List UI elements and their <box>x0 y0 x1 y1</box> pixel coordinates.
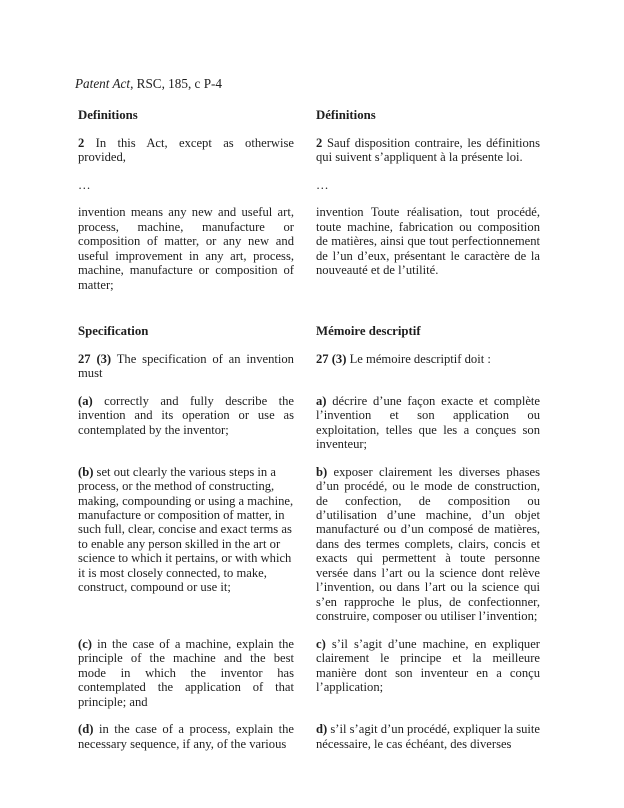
invention-definition-fr-text: invention Toute réalisation, tout procédé, toute machine, fabrication ou composition de matières, ainsi que tout perfectionnement de l’un d’eux, présentant le caractère de la nouveauté et de l’utilité. <box>316 205 540 278</box>
definitions-intro-fr-text: Sauf disposition contraire, les définitions qui suivent s’appliquent à la présente loi. <box>316 135 540 165</box>
ellipsis-row <box>78 178 546 192</box>
invention-definition-en-text: invention means any new and useful art, process, machine, manufacture or composition of matter, or any new and useful improvement in any art, process, machine, manufacture or composition of matter; <box>78 205 294 292</box>
clause-b-en <box>78 465 294 624</box>
clause-a-en <box>78 394 294 452</box>
definitions-heading-fr: Définitions <box>316 108 376 123</box>
clause-a-fr-text: décrire d’une façon exacte et complète l’invention et son application ou exploitation, telles que les a conçues son inventeur; <box>316 393 540 452</box>
definitions-intro-en <box>78 136 294 165</box>
definitions-intro-fr-lead: 2 <box>316 135 323 150</box>
clause-d-en-lead: (d) <box>78 722 94 737</box>
specification-intro-en-lead: 27 (3) <box>78 351 112 366</box>
specification-intro-en-text: The specification of an invention must <box>78 351 294 381</box>
specification-heading-en: Specification <box>78 324 149 339</box>
specification-intro-fr-lead: 27 (3) <box>316 351 347 366</box>
clause-d-fr <box>316 722 540 751</box>
ellipsis-en-text: … <box>78 177 91 192</box>
clause-b-fr-lead: b) <box>316 464 328 479</box>
clause-a-en-lead: (a) <box>78 393 93 408</box>
clause-d-fr-text: s’il s’agit d’un procédé, expliquer la suite nécessaire, le cas échéant, des diverses <box>316 722 540 751</box>
bilingual-columns <box>78 108 546 751</box>
definitions-intro-fr <box>316 136 540 165</box>
clause-b-en-text: set out clearly the various steps in a process, or the method of constructing, making, compounding or using a machine, manufacture or composition of matter, in such full, clear, concise and exact terms as to enable any person skilled in the art or science to which it pertains, or with which it is most closely connected, to make, construct, compound or use it; <box>78 464 294 595</box>
specification-intro-row <box>78 352 546 381</box>
definitions-heading-en: Definitions <box>78 108 138 123</box>
definitions-heading-row <box>78 108 546 123</box>
clause-a-en-text: correctly and fully describe the invention and its operation or use as contemplated by the inventor; <box>78 393 294 437</box>
clause-b-fr <box>316 465 540 624</box>
clause-c-fr-lead: c) <box>316 636 326 651</box>
clause-b-row <box>78 465 546 624</box>
clause-c-en-lead: (c) <box>78 636 92 651</box>
clause-d-row <box>78 722 546 751</box>
clause-d-en <box>78 722 294 751</box>
definitions-intro-en-lead: 2 <box>78 135 85 150</box>
specification-intro-en <box>78 352 294 381</box>
clause-c-en <box>78 637 294 709</box>
clause-b-en-lead: (b) <box>78 464 94 479</box>
clause-a-row <box>78 394 546 452</box>
specification-intro-fr-text: Le mémoire descriptif doit : <box>346 351 491 366</box>
invention-definition-fr <box>316 205 540 292</box>
invention-definition-en <box>78 205 294 292</box>
definitions-intro-en-text: In this Act, except as otherwise provided, <box>78 135 294 165</box>
clause-d-en-text: in the case of a process, explain the necessary sequence, if any, of the various <box>78 722 294 751</box>
clause-c-fr-text: s’il s’agit d’une machine, en expliquer clairement le principe et la meilleure manière dont son inventeur en a conçu l’application; <box>316 636 540 695</box>
ellipsis-fr <box>316 178 540 192</box>
case-citation <box>75 76 546 91</box>
specification-intro-fr <box>316 352 540 381</box>
act-title: Patent Act <box>75 76 131 91</box>
specification-heading-fr: Mémoire descriptif <box>316 324 421 339</box>
clause-d-fr-lead: d) <box>316 722 328 737</box>
invention-definition-row <box>78 205 546 292</box>
clause-c-row <box>78 637 546 709</box>
definitions-intro-row <box>78 136 546 165</box>
clause-c-en-text: in the case of a machine, explain the principle of the machine and the best mode in which the inventor has contemplated the application of that principle; and <box>78 636 294 709</box>
clause-a-fr <box>316 394 540 452</box>
ellipsis-fr-text: … <box>316 177 329 192</box>
ellipsis-en <box>78 178 294 192</box>
document-content <box>75 76 546 751</box>
clause-c-fr <box>316 637 540 709</box>
clause-a-fr-lead: a) <box>316 393 327 408</box>
clause-b-fr-text: exposer clairement les diverses phases d’un procédé, ou le mode de construction, de confection, de composition ou d’utilisation d’une machine, d’un objet manufacturé ou d’un composé de matières, dans des termes complets, clairs, concis et exacts qui permettent à toute personne versée dans l’art ou la science dont relève l’invention, ou dans l’art ou la science qui s’en rapproche le plus, de confectionner, construire, composer ou utiliser l’invention; <box>316 464 540 624</box>
specification-heading-row <box>78 324 546 339</box>
citation-rest: , RSC, 185, c P-4 <box>130 76 223 91</box>
